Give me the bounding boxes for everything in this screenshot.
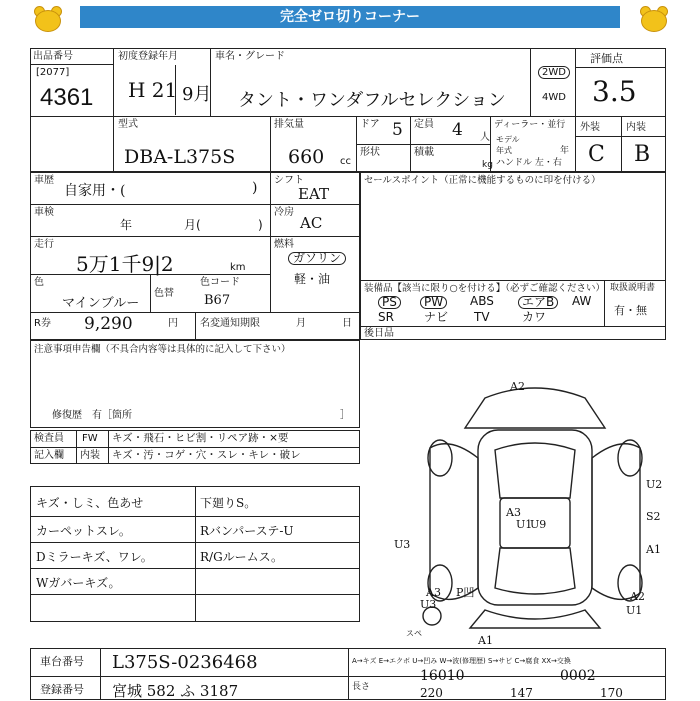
shift-label: シフト <box>274 175 304 186</box>
mark-s2-right: S2 <box>646 510 661 523</box>
mark-a1-rear: A1 <box>478 634 493 647</box>
doors-label: ドア <box>360 119 380 130</box>
mark-u2-right: U2 <box>646 478 663 491</box>
equipment-ps: PS <box>378 296 401 309</box>
remark-left-1: キズ・しミ、色あせ <box>36 496 144 510</box>
registration-month: 9月 <box>182 84 212 105</box>
ac-label: 冷房 <box>274 207 294 218</box>
equipment-pw: PW <box>420 296 447 309</box>
first-registration-label: 初度登録年月 <box>118 51 178 62</box>
color-code-value: B67 <box>204 293 231 308</box>
ac-value: AC <box>300 214 323 232</box>
era-year: H 21 <box>128 78 178 102</box>
banner <box>0 0 700 40</box>
interior-check-label: 内装 <box>80 450 100 461</box>
footer-value-3: 147 <box>510 686 533 700</box>
fuel-gasoline: ガソリン <box>288 252 346 265</box>
use-value: 自家用・( <box>64 183 126 199</box>
mark-a3-roof: A3 <box>506 506 521 519</box>
repair-close: ］ <box>340 410 350 421</box>
equipment-aw: AW <box>572 294 592 308</box>
remark-left-4: Wガバーキズ。 <box>36 576 121 590</box>
notice-label: 名変通知期限 <box>200 318 260 329</box>
interior-items: キズ・汚・コゲ・穴・スレ・キレ・破レ <box>112 449 301 461</box>
sales-point-label: セールスポイント（正常に機能するものに印を付ける） <box>364 175 601 186</box>
rear-bumper-shape <box>470 610 600 628</box>
left-side-shape <box>430 444 478 600</box>
remark-right-1: 下廻りS。 <box>200 496 257 510</box>
legend-text: A→キズ E→エクボ U→凹み W→波(修理歴) S→サビ C→腐食 XX→交換 <box>352 657 571 665</box>
capacity-value: 4 <box>452 120 463 140</box>
mark-a2-front: A2 <box>510 380 525 393</box>
color-code-label: 色コード <box>200 277 240 288</box>
equipment-label: 装備品【該当に限り○を付ける】（必ずご確認ください） <box>364 283 606 294</box>
spare-label: スペ <box>406 629 422 638</box>
car-grade-label: 車名・グレード <box>215 51 285 62</box>
mark-a3-rear-left: A3 <box>426 586 441 599</box>
equipment-abs: ABS <box>470 294 494 308</box>
lot-number: 4361 <box>40 84 94 111</box>
recycle-unit: 円 <box>168 318 178 329</box>
fw-items: キズ・飛石・ヒビ割・リペア跡・×要 <box>112 432 289 444</box>
mark-u1-roof: U1 <box>516 518 533 531</box>
interior-value: B <box>634 142 651 167</box>
mark-u9-roof: U9 <box>530 518 547 531</box>
doors-value: 5 <box>392 120 403 140</box>
damage-diagram <box>390 378 680 648</box>
exterior-value: C <box>588 142 605 167</box>
interior-label: 内装 <box>626 122 646 133</box>
mark-p-dent: P凹 <box>456 586 475 599</box>
dealer-label: ディーラー・並行 <box>494 120 566 130</box>
displacement-value: 660 <box>288 146 325 168</box>
shape-label: 形状 <box>360 147 380 158</box>
mark-a1-right: A1 <box>646 543 661 556</box>
footer-value-1: 0002 <box>560 668 596 684</box>
chassis-label: 車台番号 <box>40 655 84 668</box>
model-label: 型式 <box>118 119 138 130</box>
inspection-month: 月( <box>184 218 201 232</box>
displacement-label: 排気量 <box>274 119 304 130</box>
lot-sub-number: [2077] <box>36 67 70 78</box>
color-label: 色 <box>34 277 44 288</box>
inspection-label: 車検 <box>34 207 54 218</box>
rear-seat-label: 後日品 <box>364 328 394 339</box>
load-unit: kg <box>482 160 493 170</box>
registration-value: 宮城 582 ふ 3187 <box>112 682 239 700</box>
mileage-value: 5万1千9|2 <box>76 252 174 276</box>
rear-window-shape <box>495 548 575 594</box>
equipment-tv: TV <box>474 310 490 324</box>
evaluation-label: 評価点 <box>590 52 623 65</box>
fw-label: FW <box>82 433 98 444</box>
use-close: ) <box>252 180 258 196</box>
manual-label: 取扱説明書 <box>610 283 656 293</box>
model-year-unit: 年 <box>560 146 570 156</box>
remark-right-3: R/Gルームス。 <box>200 550 284 564</box>
equipment-navi: ナビ <box>424 310 449 324</box>
registration-label: 登録番号 <box>40 683 84 696</box>
footer-value-4: 170 <box>600 686 623 700</box>
remark-left-3: Dミラーキズ、ワレ。 <box>36 550 153 564</box>
right-side-shape <box>592 444 640 600</box>
model-value: DBA-L375S <box>124 146 236 168</box>
mark-u1-rear-right: U1 <box>626 604 643 617</box>
bear-mascot-right-icon <box>638 4 668 34</box>
bear-mascot-left-icon <box>32 4 62 34</box>
equipment-leather: カワ <box>522 310 547 324</box>
repair-label: 修復歴 有［箇所 <box>52 410 132 421</box>
entry-label: 記入欄 <box>34 450 64 461</box>
model-year-label: モデル年式 <box>496 135 520 155</box>
length-label: 長さ <box>352 682 371 692</box>
right-front-wheel <box>618 440 642 476</box>
fuel-diesel: 軽・油 <box>294 272 331 286</box>
fuel-label: 燃料 <box>274 239 294 250</box>
lot-number-label: 出品番号 <box>33 51 73 62</box>
displacement-unit: cc <box>340 156 351 167</box>
manual-value: 有・無 <box>614 304 647 317</box>
inspector-label: 検査員 <box>34 433 64 444</box>
exterior-label: 外装 <box>580 122 600 133</box>
remark-right-2: Rバンパーステ-U <box>200 524 294 538</box>
inspection-close: ) <box>258 218 263 232</box>
drive-2wd: 2WD <box>538 66 570 79</box>
recycle-value: 9,290 <box>84 314 133 334</box>
chassis-value: L375S-0236468 <box>112 652 258 673</box>
length-value: 16010 <box>420 668 465 684</box>
left-front-wheel <box>428 440 452 476</box>
front-bumper-shape <box>465 388 605 428</box>
handle-label: ハンドル 左・右 <box>496 158 562 168</box>
paint-label: 色替 <box>154 288 174 299</box>
mark-a2-rear-right: A2 <box>630 590 645 603</box>
equipment-sr: SR <box>378 310 394 324</box>
mileage-label: 走行 <box>34 239 54 250</box>
notice-day: 日 <box>342 318 352 329</box>
notice-month: 月 <box>296 318 306 329</box>
drive-4wd: 4WD <box>542 92 566 103</box>
equipment-airbag: エアB <box>518 296 558 309</box>
capacity-unit: 人 <box>480 132 490 143</box>
inspection-year: 年 <box>120 218 133 232</box>
load-label: 積載 <box>414 147 434 158</box>
mark-u3-rear-left: U3 <box>420 598 437 611</box>
mark-u3-left: U3 <box>394 538 411 551</box>
windshield-shape <box>495 443 575 498</box>
footer-value-2: 220 <box>420 686 443 700</box>
banner-title: 完全ゼロ切りコーナー <box>80 6 620 28</box>
shift-value: EAT <box>298 185 329 203</box>
remark-left-2: カーペットスレ。 <box>36 524 131 538</box>
use-label: 車歴 <box>34 175 54 186</box>
capacity-label: 定員 <box>414 119 434 130</box>
color-value: マインブルー <box>62 296 140 311</box>
recycle-label: R券 <box>34 318 51 329</box>
notes-label: 注意事項申告欄（不具合内容等は具体的に記入して下さい） <box>34 344 291 355</box>
mileage-unit: km <box>230 262 246 273</box>
evaluation-value: 3.5 <box>592 75 637 108</box>
car-grade-value: タント・ワンダフルセレクション <box>238 90 506 111</box>
